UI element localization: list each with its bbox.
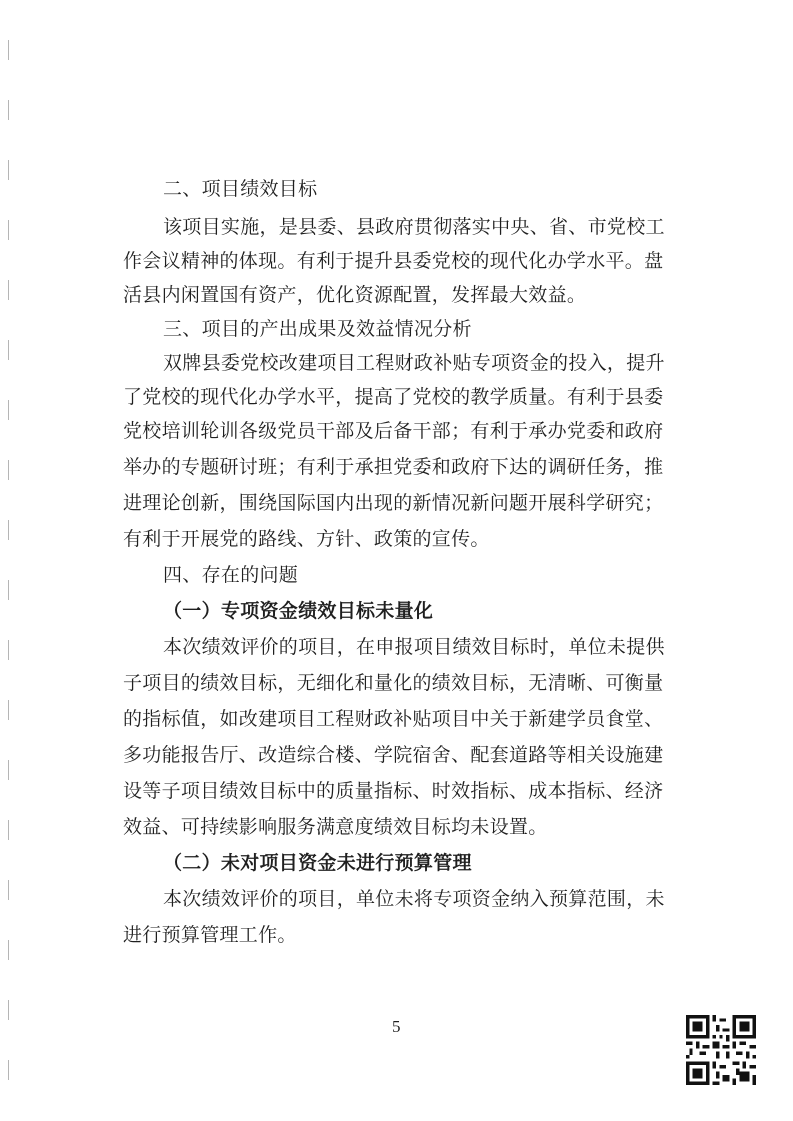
paragraph-line: 子项目的绩效目标，无细化和量化的绩效目标，无清晰、可衡量 [123,672,664,694]
section-heading-3: 三、项目的产出成果及效益情况分析 [163,318,472,340]
paragraph-line: 多功能报告厅、改造综合楼、学院宿舍、配套道路等相关设施建 [123,744,664,766]
paragraph-line: 进行预算管理工作。 [123,924,297,946]
paragraph-line: 了党校的现代化办学水平，提高了党校的教学质量。有利于县委 [123,386,664,408]
paragraph-line: 效益、可持续影响服务满意度绩效目标均未设置。 [123,816,548,838]
paragraph-line: 本次绩效评价的项目，单位未将专项资金纳入预算范围，未 [163,888,665,910]
paragraph-line: 举办的专题研讨班；有利于承担党委和政府下达的调研任务，推 [123,456,664,478]
section-heading-2: 二、项目绩效目标 [163,178,318,200]
subsection-heading-1: （一）专项资金绩效目标未量化 [163,600,434,622]
page-number: 5 [392,1017,401,1036]
qr-code-icon [686,1015,756,1085]
paragraph-line: 有利于开展党的路线、方针、政策的宣传。 [123,528,490,550]
paragraph-line: 该项目实施，是县委、县政府贯彻落实中央、省、市党校工 [163,216,665,238]
section-heading-4: 四、存在的问题 [163,564,299,586]
subsection-heading-2: （二）未对项目资金未进行预算管理 [163,852,472,874]
paragraph-line: 双牌县委党校改建项目工程财政补贴专项资金的投入，提升 [163,352,665,374]
paragraph-line: 作会议精神的体现。有利于提升县委党校的现代化办学水平。盘 [123,250,664,272]
paragraph-line: 设等子项目绩效目标中的质量指标、时效指标、成本指标、经济 [123,780,664,802]
paragraph-line: 的指标值，如改建项目工程财政补贴项目中关于新建学员食堂、 [123,708,664,730]
paragraph-line: 本次绩效评价的项目，在申报项目绩效目标时，单位未提供 [163,636,665,658]
paragraph-line: 党校培训轮训各级党员干部及后备干部；有利于承办党委和政府 [123,420,664,442]
paragraph-line: 活县内闲置国有资产，优化资源配置，发挥最大效益。 [123,284,587,306]
paragraph-line: 进理论创新，围绕国际国内出现的新情况新问题开展科学研究； [123,492,664,514]
